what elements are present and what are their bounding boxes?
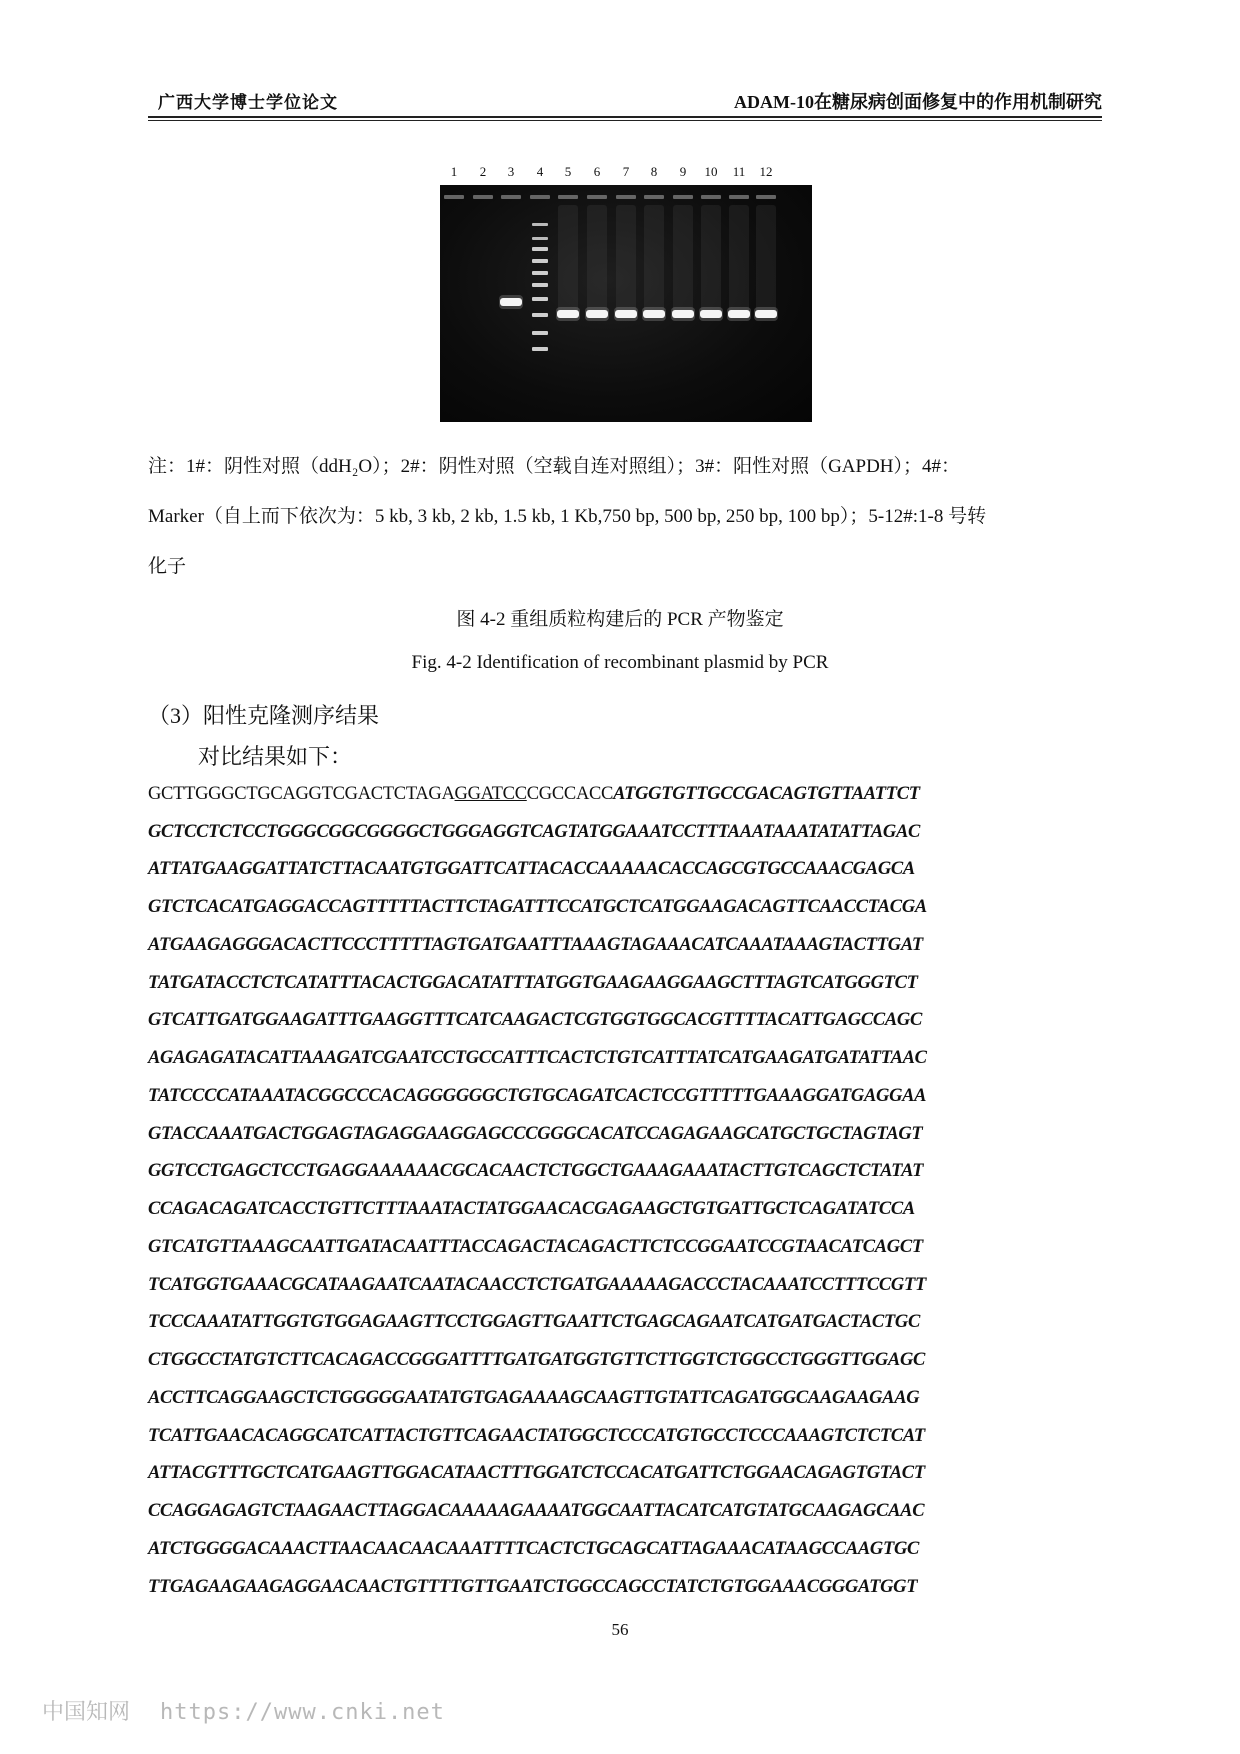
- lane-number: 12: [759, 164, 773, 179]
- sequence-line: TCCCAAATATTGGTGTGGAGAAGTTCCTGGAGTTGAATTCTGAGCAGAATCATGATGACTACTGC: [148, 1312, 921, 1332]
- pcr-band: [643, 310, 665, 318]
- gel-well: [616, 195, 636, 199]
- pcr-band: [615, 310, 637, 318]
- sequence-line: ATGAAGAGGGACACTTCCCTTTTTAGTGATGAATTTAAAGTAGAAACATCAAATAAAGTACTTGAT: [148, 935, 923, 955]
- lane-number: 10: [704, 164, 718, 179]
- cnki-watermark: [42, 1695, 445, 1726]
- sequence-cds-start: ATGGTGTTGCCGACAGTGTTAATTCT: [613, 784, 920, 804]
- watermark-brand: 中国知网: [42, 1699, 131, 1724]
- gel-well: [701, 195, 721, 199]
- pcr-band: [755, 310, 777, 318]
- figure-caption-en: Fig. 4-2 Identification of recombinant plasmid by PCR: [411, 652, 829, 673]
- gel-smear: [673, 205, 693, 315]
- lane-number-row: [440, 160, 812, 184]
- sequence-bamhi-site: GGATCC: [454, 784, 527, 804]
- sequence-line: GTCTCACATGAGGACCAGTTTTTACTTCTAGATTTCCATGCTCATGGAAGACAGTTCAACCTACGA: [148, 897, 927, 917]
- lane-number: 9: [679, 164, 687, 179]
- sequence-line: ATTATGAAGGATTATCTTACAATGTGGATTCATTACACCAAAAACACCAGCGTGCCAAACGAGCA: [148, 859, 915, 879]
- marker-band: [532, 297, 548, 301]
- header-rule: [148, 116, 1102, 118]
- gel-smear: [587, 205, 607, 315]
- pcr-band: [586, 310, 608, 318]
- sequence-line: CCAGGAGAGTCTAAGAACTTAGGACAAAAAGAAAATGGCAATTACATCATGTATGCAAGAGCAAC: [148, 1501, 925, 1521]
- marker-band: [532, 223, 548, 226]
- marker-band: [532, 283, 548, 287]
- sequence-line: CCAGACAGATCACCTGTTCTTTAAATACTATGGAACACGAGAAGCTGTGATTGCTCAGATATCCA: [148, 1199, 915, 1219]
- running-header-right: ADAM-10在糖尿病创面修复中的作用机制研究: [734, 92, 1102, 112]
- figure-caption-cn: 图 4-2 重组质粒构建后的 PCR 产物鉴定: [456, 609, 784, 630]
- marker-band: [532, 247, 548, 251]
- figure-note-line-1: 注：1#：阴性对照（ddH₂O）；2#：阴性对照（空载自连对照组）；3#：阳性对照（GAPDH）；4#：: [148, 456, 961, 477]
- figure-note-line-2: Marker（自上而下依次为：5 kb, 3 kb, 2 kb, 1.5 kb, 1 Kb,750 bp, 500 bp, 250 bp, 100 bp）；5-12#:1-8 号转: [148, 506, 987, 527]
- gel-well: [756, 195, 776, 199]
- gel-well: [530, 195, 550, 199]
- sequence-line: TCATGGTGAAACGCATAAGAATCAATACAACCTCTGATGAAAAAGACCCTACAAATCCTTTCCGTT: [148, 1275, 926, 1295]
- sequence-line: GTACCAAATGACTGGAGTAGAGGAAGGAGCCCGGGCACATCCAGAGAAGCATGCTGCTAGTAGT: [148, 1124, 923, 1144]
- sequence-line: TTGAGAAGAAGAGGAACAACTGTTTTGTTGAATCTGGCCAGCCTATCTGTGGAAACGGGATGGT: [148, 1577, 918, 1597]
- sequence-line: CTGGCCTATGTCTTCACAGACCGGGATTTTGATGATGGTGTTCTTGGTCTGGCCTGGGTTGGAGC: [148, 1350, 926, 1370]
- gel-smear: [729, 205, 749, 315]
- gel-smear: [558, 205, 578, 315]
- gel-smear: [644, 205, 664, 315]
- figure-note-line-3: 化子: [148, 556, 187, 577]
- watermark-url: https://www.cnki.net: [160, 1700, 445, 1725]
- sequence-vector-prefix: GCTTGGGCTGCAGGTCGACTCTAGA: [148, 784, 455, 804]
- lane-number: 7: [622, 164, 630, 179]
- lane-number: 4: [536, 164, 544, 179]
- pcr-band: [700, 310, 722, 318]
- gel-well: [587, 195, 607, 199]
- section-heading: （3）阳性克隆测序结果: [148, 703, 380, 728]
- marker-band: [532, 331, 548, 335]
- gel-well: [729, 195, 749, 199]
- running-header-left: 广西大学博士学位论文: [158, 93, 338, 112]
- sequence-line: GTCATTGATGGAAGATTTGAAGGTTTCATCAAGACTCGTGGTGGCACGTTTTACATTGAGCCAGC: [148, 1010, 923, 1030]
- marker-band: [532, 237, 548, 240]
- section-subheading: 对比结果如下：: [198, 744, 353, 769]
- gel-smear: [756, 205, 776, 315]
- sequence-line: ATCTGGGGACAAACTTAACAACAACAAATTTTCACTCTGCAGCATTAGAAACATAAGCCAAGTGC: [148, 1539, 920, 1559]
- marker-band: [532, 313, 548, 317]
- gel-well: [444, 195, 464, 199]
- lane-number: 6: [593, 164, 601, 179]
- pcr-band: [500, 298, 522, 306]
- gel-smear: [616, 205, 636, 315]
- pcr-band: [557, 310, 579, 318]
- sequence-line: TCATTGAACACAGGCATCATTACTGTTCAGAACTATGGCTCCCATGTGCCTCCCAAAGTCTCTCAT: [148, 1426, 925, 1446]
- lane-number: 2: [479, 164, 487, 179]
- sequence-line: ACCTTCAGGAAGCTCTGGGGGAATATGTGAGAAAAGCAAGTTGTATTCAGATGGCAAGAAGAAG: [148, 1388, 920, 1408]
- lane-number: 1: [450, 164, 458, 179]
- marker-band: [532, 259, 548, 263]
- lane-number: 5: [564, 164, 572, 179]
- gel-well: [473, 195, 493, 199]
- lane-number: 11: [732, 164, 746, 179]
- sequence-line: TATCCCCATAAATACGGCCCACAGGGGGGCTGTGCAGATCACTCCGTTTTTGAAAGGATGAGGAA: [148, 1086, 927, 1106]
- gel-well: [558, 195, 578, 199]
- page-number: 56: [611, 1620, 629, 1639]
- sequence-line: GGTCCTGAGCTCCTGAGGAAAAAACGCACAACTCTGGCTGAAAGAAATACTTGTCAGCTCTATAT: [148, 1161, 924, 1181]
- sequence-line: TATGATACCTCTCATATTTACACTGGACATATTTATGGTGAAGAAGGAAGCTTTAGTCATGGGTCT: [148, 973, 918, 993]
- sequence-line: ATTACGTTTGCTCATGAAGTTGGACATAACTTTGGATCTCCACATGATTCTGGAACAGAGTGTACT: [148, 1463, 925, 1483]
- marker-band: [532, 271, 548, 275]
- gel-figure: [440, 160, 812, 422]
- sequence-kozak: CGCCACC: [526, 784, 614, 804]
- gel-image: [440, 185, 812, 422]
- gel-bands: [440, 185, 812, 422]
- pcr-band: [728, 310, 750, 318]
- sequence-line: [148, 782, 1108, 806]
- sequence-line: AGAGAGATACATTAAAGATCGAATCCTGCCATTTCACTCTGTCATTTATCATGAAGATGATATTAAC: [148, 1048, 927, 1068]
- lane-number: 8: [650, 164, 658, 179]
- sequence-line: GCTCCTCTCCTGGGCGGCGGGGCTGGGAGGTCAGTATGGAAATCCTTTAAATAAATATATTAGAC: [148, 822, 921, 842]
- gel-well: [644, 195, 664, 199]
- header-rule-thin: [148, 120, 1102, 121]
- sequence-line: GTCATGTTAAAGCAATTGATACAATTTACCAGACTACAGACTTCTCCGGAATCCGTAACATCAGCT: [148, 1237, 923, 1257]
- marker-band: [532, 347, 548, 351]
- gel-smear: [701, 205, 721, 315]
- pcr-band: [672, 310, 694, 318]
- gel-well: [501, 195, 521, 199]
- lane-number: 3: [507, 164, 515, 179]
- gel-well: [673, 195, 693, 199]
